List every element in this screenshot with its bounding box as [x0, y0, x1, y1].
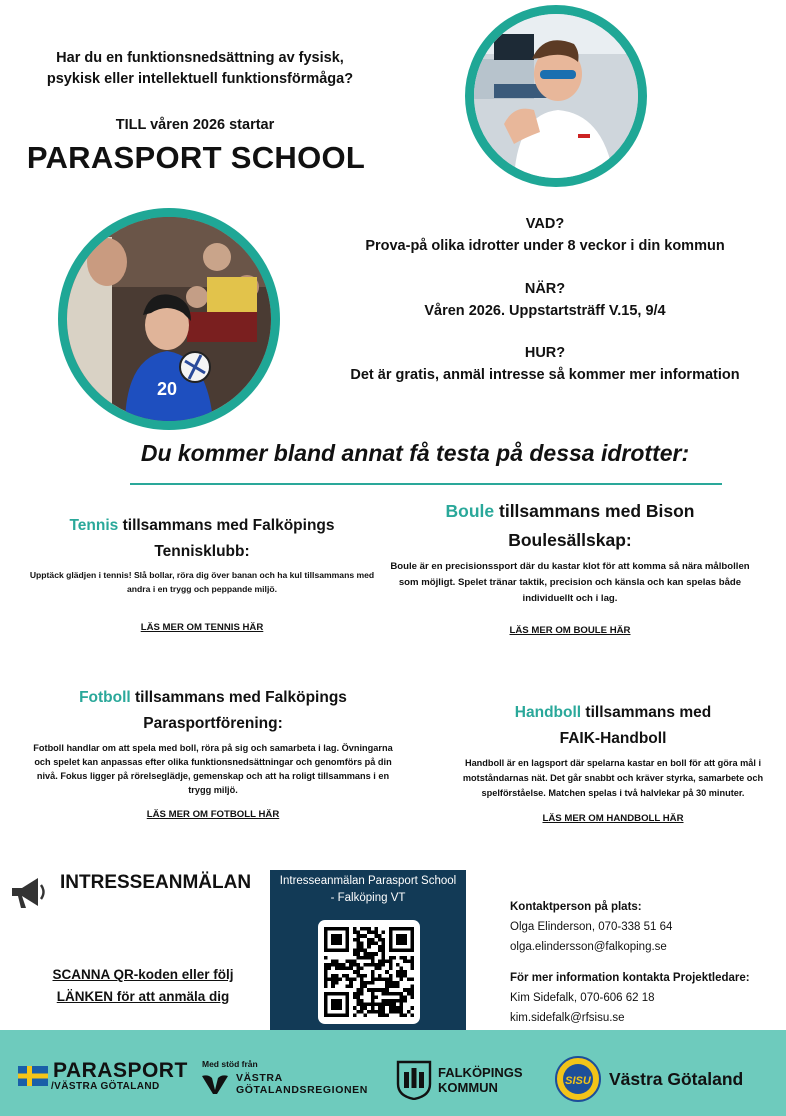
tennis-title [22, 513, 382, 565]
falkoping-crest-icon [396, 1060, 432, 1100]
footer [0, 1030, 786, 1116]
tennis-description: Upptäck glädjen i tennis! Slå bollar, röra dig över banan och ha kul tillsammans med andra i en trygg och peppande miljö. [29, 570, 375, 594]
falkoping-logo [396, 1060, 523, 1100]
qr-caption-line2: - Falköping VT [330, 892, 406, 904]
qr-caption-line1: Intresseanmälan Parasport School [279, 875, 457, 887]
signup-link-line2[interactable]: LÄNKEN för att anmäla dig [56, 989, 230, 1004]
sisu-badge-icon [555, 1056, 601, 1102]
lead-name-phone: Kim Sidefalk, 070-606 62 18 [510, 992, 655, 1004]
start-text: TILL våren 2026 startar [115, 117, 275, 133]
handboll-read-more-link[interactable]: LÄS MER OM HANDBOLL HÄR [542, 813, 684, 824]
when-text: Våren 2026. Uppstartsträff V.15, 9/4 [424, 303, 666, 319]
parasport-logo-line2: /VÄSTRA GÖTALAND [51, 1081, 160, 1092]
onsite-name-phone: Olga Elinderson, 070-338 51 64 [510, 921, 673, 933]
svg-text:20: 20 [157, 379, 178, 399]
tennis-read-more-link[interactable]: LÄS MER OM TENNIS HÄR [140, 622, 264, 633]
parasport-logo-line1: PARASPORT [53, 1059, 188, 1082]
fotboll-title [33, 685, 393, 737]
qr-code[interactable] [318, 920, 420, 1024]
tennis-name: Tennis [69, 517, 119, 534]
vgr-small-text: Med stöd från [202, 1059, 258, 1069]
contact-section [510, 897, 780, 1028]
fotboll-title-line2: Parasportförening: [143, 715, 283, 732]
vgr-line2: GÖTALANDSREGIONEN [236, 1084, 368, 1096]
intro-question-line1: Har du en funktionsnedsättning av fysisk, [56, 50, 344, 66]
divider [130, 483, 722, 485]
handboll-description: Handboll är en lagsport där spelarna kastar en boll för att göra mål i motståndarnas nät. Det går snabbt och kräver styrka, samarbete och spelförståelse. Matchen spelas i två halvlekar på 30 minuter. [462, 758, 764, 798]
lead-email[interactable]: kim.sidefalk@rfsisu.se [510, 1012, 625, 1024]
how-text: Det är gratis, anmäl intresse så kommer mer information [350, 367, 740, 383]
onsite-email[interactable]: olga.elindersson@falkoping.se [510, 941, 667, 953]
vgr-logo [200, 1072, 368, 1096]
intro-question-line2: psykisk eller intellektuell funktionsförmåga? [46, 71, 354, 87]
handboll-section [446, 700, 780, 824]
falkoping-line1: FALKÖPINGS [438, 1065, 523, 1080]
boule-name: Boule [445, 501, 495, 521]
falkoping-line2: KOMMUN [438, 1080, 498, 1095]
sisu-text: Västra Götaland [609, 1068, 744, 1089]
fotboll-section [33, 685, 393, 820]
sisu-logo [555, 1056, 743, 1102]
when-section [340, 278, 750, 322]
qr-caption [270, 873, 466, 907]
fotboll-title-rest: tillsammans med Falköpings [130, 689, 347, 706]
how-heading: HUR? [524, 345, 566, 361]
boule-section [390, 497, 750, 636]
parasport-logo [18, 1060, 188, 1092]
boule-read-more-link[interactable]: LÄS MER OM BOULE HÄR [509, 625, 631, 636]
megaphone-icon [8, 874, 48, 912]
vgr-line1: VÄSTRA [236, 1072, 283, 1084]
tennis-title-rest: tillsammans med Falköpings [118, 517, 335, 534]
boule-title-rest: tillsammans med Bison [494, 501, 695, 521]
sports-heading: Du kommer bland annat få testa på dessa idrotter: [140, 440, 690, 466]
handboll-title-line2: FAIK-Handboll [559, 730, 667, 747]
signup-link[interactable] [30, 964, 256, 1008]
onsite-heading: Kontaktperson på plats: [510, 901, 642, 913]
vgr-emblem-icon [200, 1072, 230, 1096]
handboll-title [446, 700, 780, 752]
fotboll-name: Fotboll [79, 689, 131, 706]
boule-description: Boule är en precisionssport där du kastar klot för att komma så nära målbollen som möjligt. Spelet tränar taktik, precision och känsla och kan spelas både individuellt och i lag. [390, 561, 750, 604]
boule-player-photo [465, 5, 647, 187]
handboll-name: Handboll [514, 704, 582, 721]
boule-title [390, 497, 750, 555]
fotboll-read-more-link[interactable]: LÄS MER OM FOTBOLL HÄR [146, 809, 280, 820]
handboll-title-rest: tillsammans med [581, 704, 712, 721]
what-text: Prova-på olika idrotter under 8 veckor i din kommun [365, 238, 725, 254]
tennis-title-line2: Tennisklubb: [154, 543, 250, 560]
signup-link-line1[interactable]: SCANNA QR-koden eller följ [52, 967, 234, 982]
tennis-section [22, 513, 382, 633]
fotboll-description: Fotboll handlar om att spela med boll, röra på sig och samarbeta i lag. Övningarna och spelet kan anpassas efter olika funktionsnedsättningar och genomförs på din nivå. Fokus ligger på rörelseglädje, gemenskap och att ha roligt tillsammans i en trygg miljö. [33, 743, 393, 795]
intro-question [30, 48, 370, 90]
what-section [340, 213, 750, 257]
boule-title-line2: Boulesällskap: [508, 530, 632, 550]
how-section [340, 342, 750, 386]
signup-title: INTRESSEANMÄLAN [60, 872, 252, 893]
lead-heading: För mer information kontakta Projektledare: [510, 972, 750, 984]
sisu-badge-text: SISU [565, 1075, 591, 1087]
swedish-flag-icon [18, 1066, 48, 1086]
qr-panel [270, 870, 466, 1032]
when-heading: NÄR? [524, 281, 566, 297]
page-title: PARASPORT SCHOOL [26, 140, 366, 175]
handball-player-photo [58, 208, 280, 430]
what-heading: VAD? [525, 216, 565, 232]
